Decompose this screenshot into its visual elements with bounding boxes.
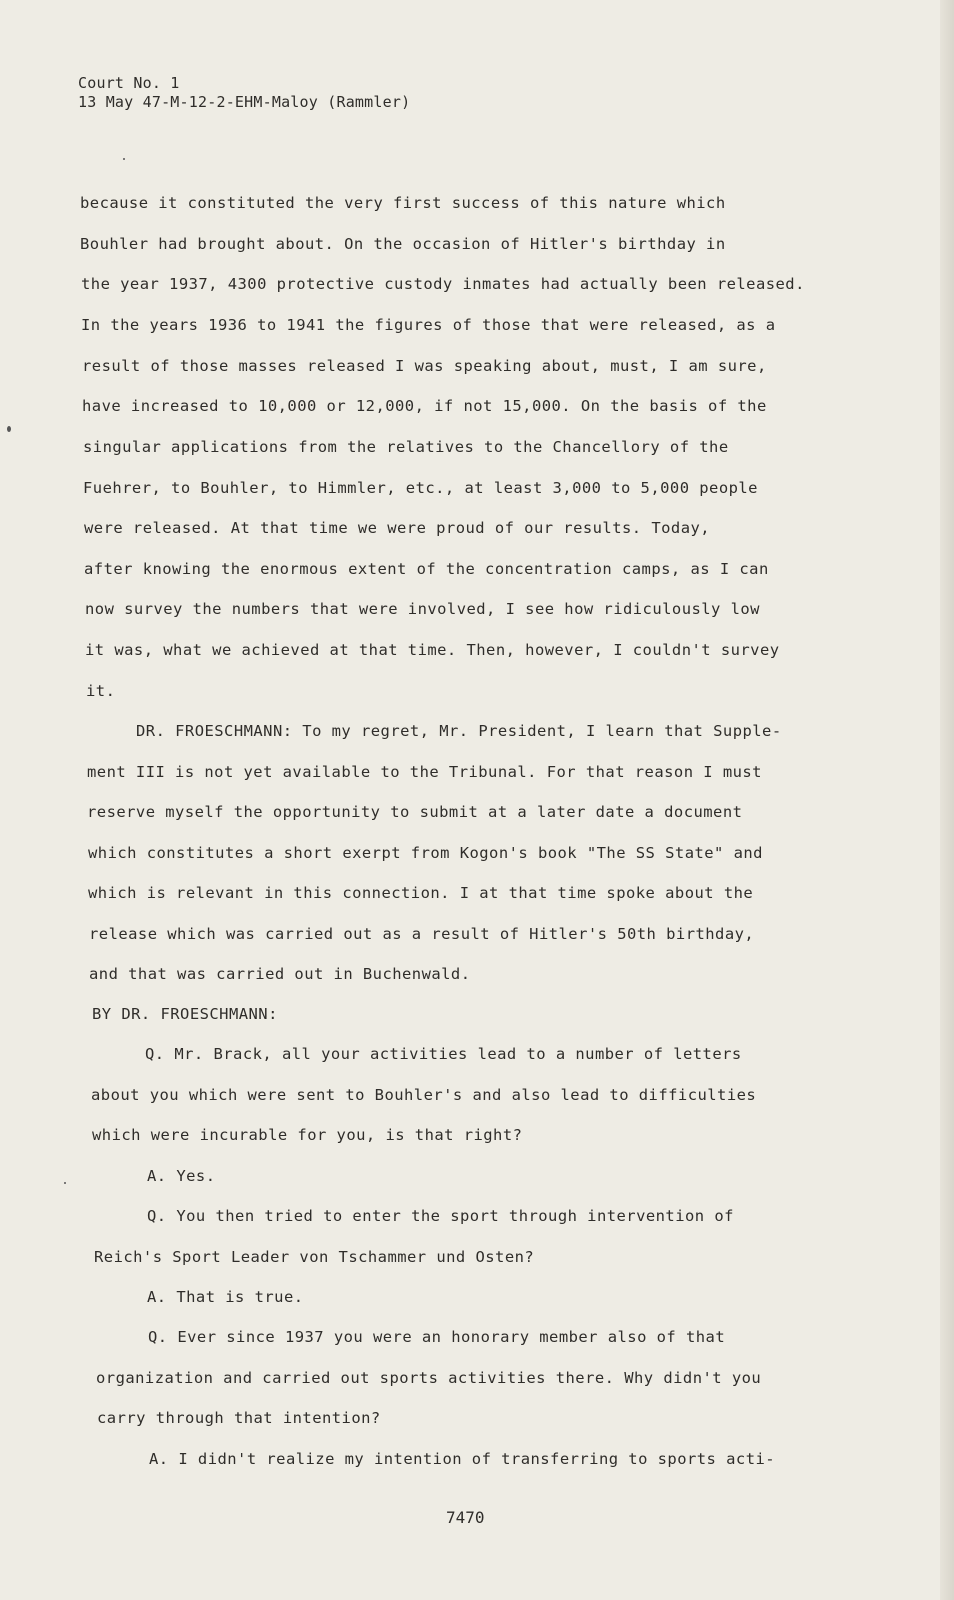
question-line: Q. Ever since 1937 you were an honorary member also of that <box>148 1328 726 1346</box>
transcript-line: Fuehrer, to Bouhler, to Himmler, etc., at least 3,000 to 5,000 people <box>83 479 758 497</box>
section-heading: BY DR. FROESCHMANN: <box>92 1005 278 1023</box>
transcript-line: carry through that intention? <box>97 1409 381 1427</box>
transcript-line: In the years 1936 to 1941 the figures of those that were released, as a <box>81 316 776 334</box>
margin-mark <box>7 426 11 432</box>
transcript-line: the year 1937, 4300 protective custody inmates had actually been released. <box>81 275 805 293</box>
transcript-line: reserve myself the opportunity to submit at a later date a document <box>87 803 743 821</box>
transcript-line: DR. FROESCHMANN: To my regret, Mr. President, I learn that Supple- <box>136 722 782 740</box>
paper-speck <box>64 1182 66 1184</box>
page-number: 7470 <box>446 1508 485 1527</box>
transcript-line: have increased to 10,000 or 12,000, if not 15,000. On the basis of the <box>82 397 767 415</box>
answer-line: A. That is true. <box>147 1288 304 1306</box>
transcript-line: organization and carried out sports activities there. Why didn't you <box>96 1369 762 1387</box>
transcript-line: about you which were sent to Bouhler's and also lead to difficulties <box>91 1086 757 1104</box>
transcript-line: now survey the numbers that were involved, I see how ridiculously low <box>85 600 760 618</box>
answer-line: A. I didn't realize my intention of transferring to sports acti- <box>149 1450 776 1468</box>
transcript-line: were released. At that time we were proud of our results. Today, <box>84 519 711 537</box>
transcript-line: Reich's Sport Leader von Tschammer und Osten? <box>94 1248 535 1266</box>
transcript-line: which were incurable for you, is that right? <box>92 1126 523 1144</box>
transcript-line: which is relevant in this connection. I at that time spoke about the <box>88 884 754 902</box>
transcript-line: ment III is not yet available to the Tribunal. For that reason I must <box>87 763 762 781</box>
court-header: Court No. 1 <box>78 74 180 92</box>
transcript-line: it was, what we achieved at that time. Then, however, I couldn't survey <box>85 641 780 659</box>
transcript-line: after knowing the enormous extent of the concentration camps, as I can <box>84 560 769 578</box>
question-line: Q. You then tried to enter the sport through intervention of <box>147 1207 734 1225</box>
transcript-line: it. <box>86 682 116 700</box>
transcript-line: which constitutes a short exerpt from Kogon's book "The SS State" and <box>88 844 763 862</box>
answer-line: A. Yes. <box>147 1167 216 1185</box>
transcript-line: Bouhler had brought about. On the occasion of Hitler's birthday in <box>80 235 726 253</box>
transcript-line: and that was carried out in Buchenwald. <box>89 965 471 983</box>
session-header: 13 May 47-M-12-2-EHM-Maloy (Rammler) <box>78 93 411 111</box>
transcript-line: singular applications from the relatives to the Chancellory of the <box>83 438 729 456</box>
question-line: Q. Mr. Brack, all your activities lead to a number of letters <box>145 1045 742 1063</box>
paper-speck <box>123 158 125 160</box>
transcript-line: because it constituted the very first success of this nature which <box>80 194 726 212</box>
transcript-line: result of those masses released I was speaking about, must, I am sure, <box>82 357 767 375</box>
transcript-line: release which was carried out as a result of Hitler's 50th birthday, <box>89 925 755 943</box>
page-edge-shadow <box>940 0 954 1600</box>
